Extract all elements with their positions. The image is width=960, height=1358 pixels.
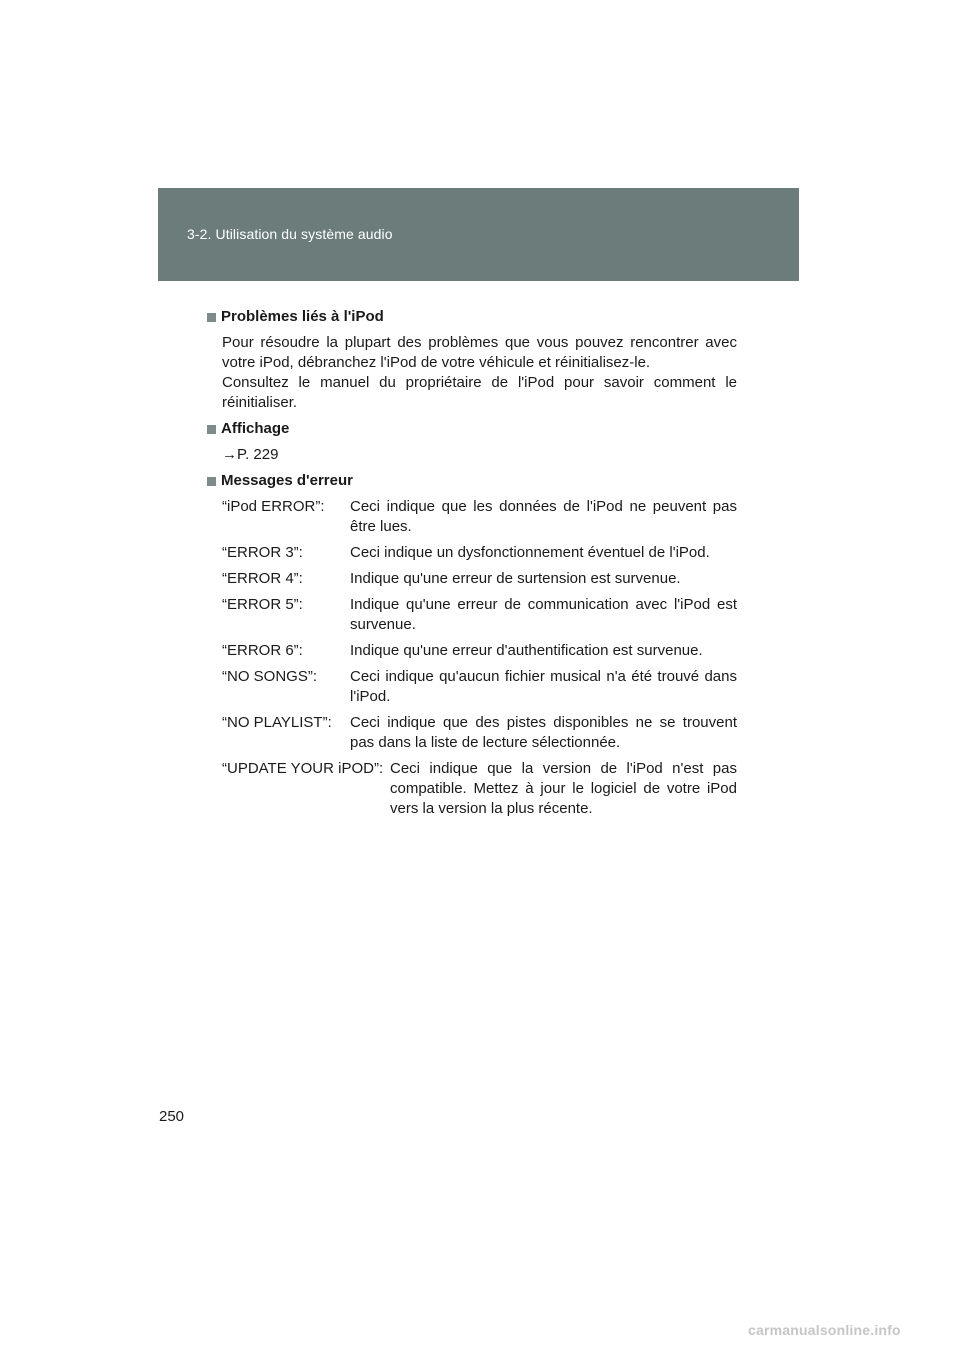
reference-text: P. 229	[237, 446, 279, 463]
watermark: carmanualsonline.info	[748, 1322, 901, 1338]
square-bullet-icon	[207, 477, 216, 486]
square-bullet-icon	[207, 425, 216, 434]
error-description: Ceci indique que des pistes disponibles ne se trouvent pas dans la liste de lecture sélectionnée.	[350, 714, 737, 751]
error-message-row	[207, 543, 737, 563]
error-description: Ceci indique que les données de l'iPod ne peuvent pas être lues.	[350, 498, 737, 535]
error-code: “ERROR 3”:	[222, 544, 303, 561]
error-code: “NO PLAYLIST”:	[222, 714, 332, 731]
error-description: Indique qu'une erreur de communication avec l'iPod est survenue.	[350, 596, 737, 633]
error-message-row	[207, 759, 737, 819]
error-message-row	[207, 595, 737, 635]
paragraph-line: Pour résoudre la plupart des problèmes que vous pouvez rencontrer avec	[222, 334, 737, 351]
error-message-row	[207, 713, 737, 753]
paragraph-line: Consultez le manuel du propriétaire de l'iPod pour savoir comment le	[222, 374, 737, 391]
error-code: “UPDATE YOUR iPOD”:	[222, 760, 384, 777]
section-title: 3-2. Utilisation du système audio	[187, 226, 393, 242]
error-description: Indique qu'une erreur d'authentification est survenue.	[350, 642, 703, 659]
error-message-row	[207, 667, 737, 707]
section-error-messages	[207, 471, 737, 819]
error-message-row	[207, 569, 737, 589]
paragraph-line: réinitialiser.	[222, 394, 298, 411]
error-message-row	[207, 497, 737, 537]
error-code: “ERROR 5”:	[222, 596, 303, 613]
section-heading: Messages d'erreur	[221, 472, 353, 489]
arrow-right-icon: →	[222, 446, 237, 463]
error-code: “NO SONGS”:	[222, 668, 318, 685]
square-bullet-icon	[207, 313, 216, 322]
header-band	[158, 188, 799, 281]
page-number: 250	[159, 1108, 185, 1125]
page-reference[interactable]	[207, 445, 737, 465]
error-description: Ceci indique un dysfonctionnement éventuel de l'iPod.	[350, 544, 710, 561]
error-code: “ERROR 4”:	[222, 570, 303, 587]
section-ipod-problems	[207, 307, 737, 413]
section-heading: Affichage	[221, 420, 290, 437]
error-description: Ceci indique que la version de l'iPod n'est pas compatible. Mettez à jour le logiciel de votre iPod vers la version la plus récente.	[390, 760, 737, 817]
error-code: “iPod ERROR”:	[222, 498, 325, 515]
section-heading: Problèmes liés à l'iPod	[221, 308, 384, 325]
error-description: Indique qu'une erreur de surtension est survenue.	[350, 570, 681, 587]
error-message-row	[207, 641, 737, 661]
error-code: “ERROR 6”:	[222, 642, 303, 659]
page-content	[207, 307, 737, 825]
paragraph-line: votre iPod, débranchez l'iPod de votre véhicule et réinitialisez-le.	[222, 354, 651, 371]
error-description: Ceci indique qu'aucun fichier musical n'a été trouvé dans l'iPod.	[350, 668, 737, 705]
section-display	[207, 419, 737, 465]
